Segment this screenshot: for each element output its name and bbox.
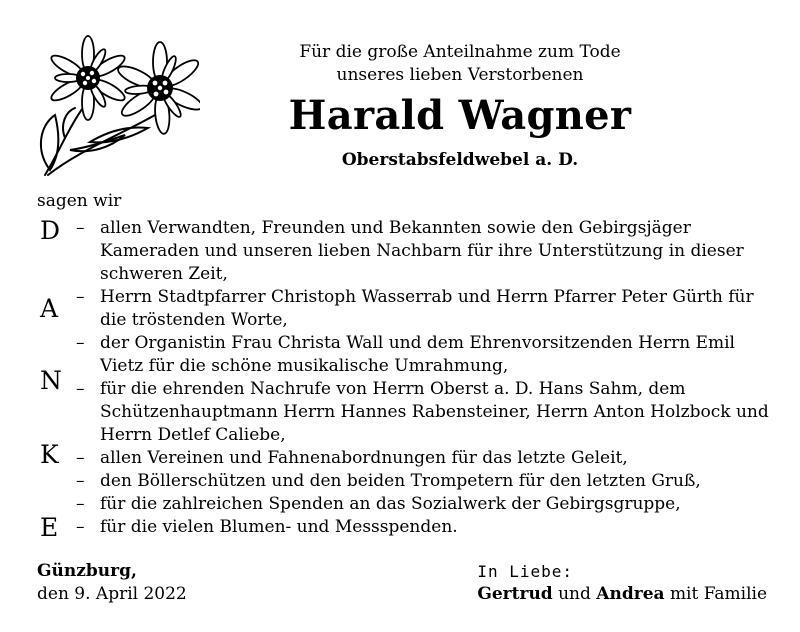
family-text: mit Familie (669, 584, 767, 604)
signatory-2: Andrea (596, 584, 665, 604)
in-love-label: In Liebe: (477, 562, 574, 581)
dash-mark: – (76, 471, 85, 491)
danke-letter-k: K (40, 440, 59, 469)
list-item (76, 332, 776, 378)
list-item (76, 493, 776, 516)
deceased-rank: Oberstabsfeldwebel a. D. (341, 150, 579, 170)
dash-mark: – (76, 448, 85, 468)
list-item (76, 286, 776, 332)
list-item (76, 470, 776, 493)
dash-mark: – (76, 517, 85, 537)
signatory-1: Gertrud (477, 584, 553, 604)
list-item-text: der Organistin Frau Christa Wall und dem Ehrenvorsitzenden Herrn Emil Vietz für die schöne musikalische Umrahmung, (100, 333, 735, 376)
conjunction: und (558, 584, 591, 604)
deceased-name: Harald Wagner (288, 92, 632, 139)
intro-line-2: unseres lieben Verstorbenen (336, 65, 584, 85)
header (240, 41, 680, 170)
dash-mark: – (76, 287, 85, 307)
list-item-text: für die zahlreichen Spenden an das Sozialwerk der Gebirgsgruppe, (100, 494, 681, 514)
dash-mark: – (76, 494, 85, 514)
list-item (76, 516, 776, 539)
signatories (477, 583, 767, 606)
signature-block (477, 560, 767, 606)
list-item (76, 378, 776, 447)
edelweiss-icon (30, 30, 200, 180)
thanks-list (76, 217, 776, 539)
list-item (76, 447, 776, 470)
dash-mark: – (76, 333, 85, 353)
list-item-text: allen Vereinen und Fahnenabordnungen für das letzte Geleit, (100, 448, 628, 468)
list-item (76, 217, 776, 286)
danke-letter-n: N (40, 366, 62, 395)
date: den 9. April 2022 (37, 584, 187, 604)
intro-line-1: Für die große Anteilnahme zum Tode (299, 42, 621, 62)
list-item-text: den Böllerschützen und den beiden Trompetern für den letzten Gruß, (100, 471, 701, 491)
danke-letter-d: D (40, 216, 61, 245)
dash-mark: – (76, 218, 85, 238)
thanks-intro: sagen wir (37, 191, 122, 211)
danke-letter-a: A (40, 294, 59, 323)
city: Günzburg, (37, 561, 137, 581)
danke-letter-e: E (40, 513, 59, 542)
list-item-text: für die vielen Blumen- und Messspenden. (100, 517, 458, 537)
dash-mark: – (76, 379, 85, 399)
list-item-text: für die ehrenden Nachrufe von Herrn Oberst a. D. Hans Sahm, dem Schützenhauptmann Herrn Hannes Rabensteiner, Herrn Anton Holzbock und Herrn Detlef Caliebe, (100, 379, 769, 445)
list-item-text: Herrn Stadtpfarrer Christoph Wasserrab und Herrn Pfarrer Peter Gürth für die tröstenden Worte, (100, 287, 754, 330)
place-date (37, 560, 187, 606)
list-item-text: allen Verwandten, Freunden und Bekannten sowie den Gebirgsjäger Kameraden und unseren lieben Nachbarn für ihre Unterstützung in dieser schweren Zeit, (100, 218, 744, 284)
